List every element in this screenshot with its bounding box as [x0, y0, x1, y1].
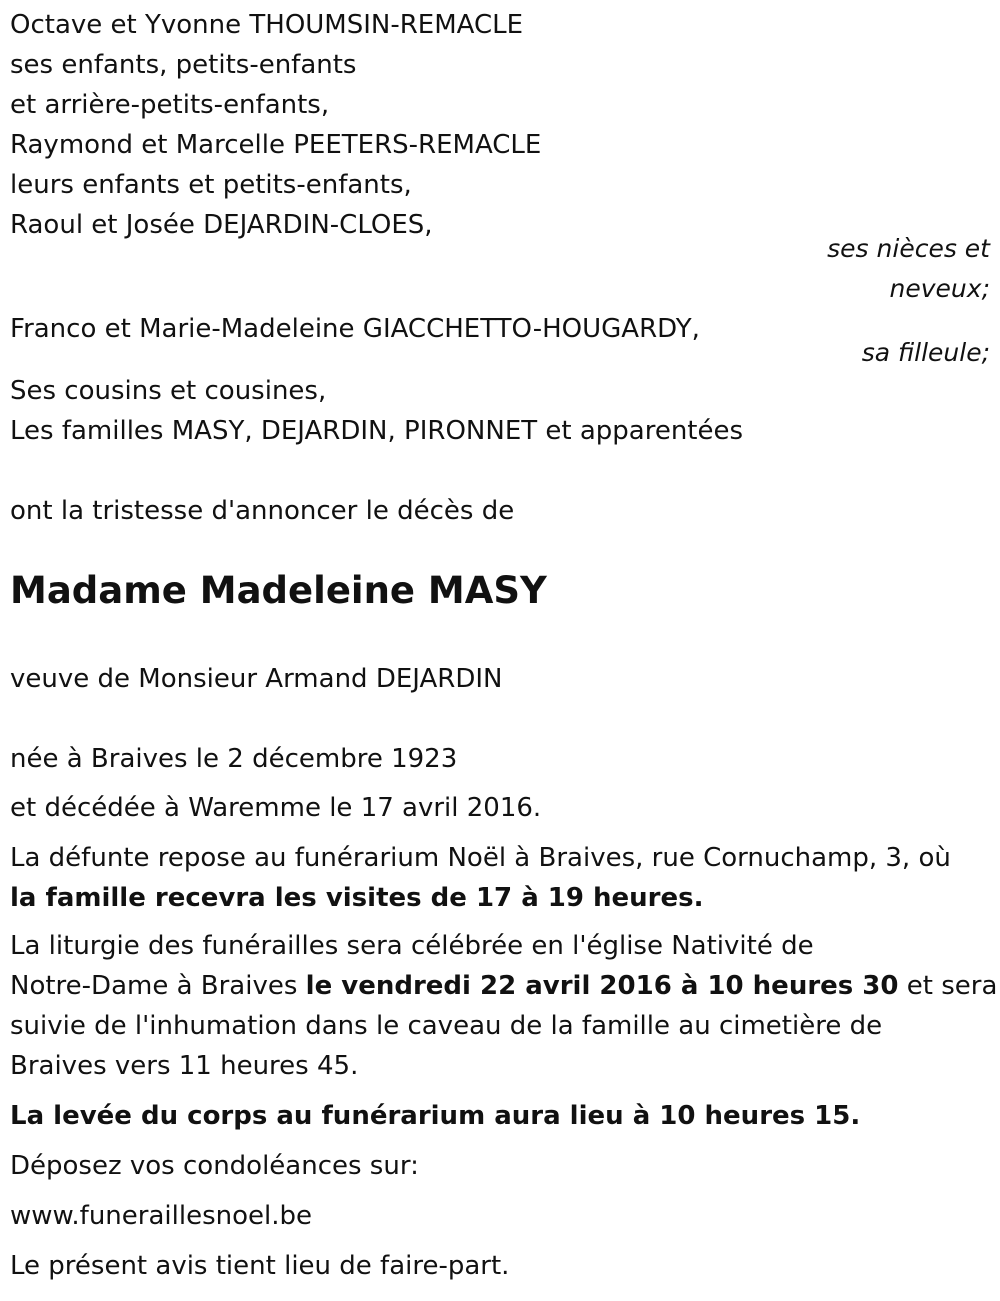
liturgy-line-4: Braives vers 11 heures 45.	[10, 1051, 359, 1081]
family-line-2: ses enfants, petits-enfants	[10, 50, 357, 80]
family-line-4: Raymond et Marcelle PEETERS-REMACLE	[10, 130, 542, 160]
family-line-7: Franco et Marie-Madeleine GIACCHETTO-HOUGARDY,	[10, 314, 700, 344]
levee-du-corps	[10, 1096, 860, 1136]
family-line-1: Octave et Yvonne THOUMSIN-REMACLE	[10, 10, 524, 40]
notice-text: Le présent avis tient lieu de faire-part.	[10, 1251, 510, 1281]
levee-text: La levée du corps au funérarium aura lieu à 10 heures 15.	[10, 1101, 861, 1131]
widow-of: veuve de Monsieur Armand DEJARDIN	[10, 664, 503, 694]
liturgy-line-1: La liturgie des funérailles sera célébrée en l'église Nativité de	[10, 931, 814, 961]
liturgy-line-2-end: et sera	[898, 971, 998, 1001]
family-line-3: et arrière-petits-enfants,	[10, 90, 330, 120]
death-info: et décédée à Waremme le 17 avril 2016.	[10, 793, 542, 823]
visiting-hours: la famille recevra les visites de 17 à 19 heures.	[10, 883, 704, 913]
website-link[interactable]: www.funeraillesnoel.be	[10, 1201, 312, 1231]
deceased-name: Madame Madeleine MASY	[10, 569, 547, 612]
role-nieces-line-2: neveux;	[889, 274, 990, 303]
family-line-9: Les familles MASY, DEJARDIN, PIRONNET et apparentées	[10, 416, 744, 446]
family-line-5: leurs enfants et petits-enfants,	[10, 170, 412, 200]
role-nieces-line-1: ses nièces et	[827, 234, 990, 263]
liturgy-line-2	[10, 966, 997, 1006]
family-line-6: Raoul et Josée DEJARDIN-CLOES,	[10, 210, 433, 240]
liturgy-date: le vendredi 22 avril 2016 à 10 heures 30	[305, 971, 899, 1001]
announcement: ont la tristesse d'annoncer le décès de	[10, 496, 515, 526]
birth-info: née à Braives le 2 décembre 1923	[10, 744, 458, 774]
liturgy-line-3: suivie de l'inhumation dans le caveau de la famille au cimetière de	[10, 1011, 883, 1041]
liturgy-line-2-start: Notre-Dame à Braives	[10, 971, 306, 1001]
condolences-label: Déposez vos condoléances sur:	[10, 1151, 419, 1181]
rest-line-1: La défunte repose au funérarium Noël à Braives, rue Cornuchamp, 3, où	[10, 843, 951, 873]
rest-line-2	[10, 878, 703, 918]
role-goddaughter: sa filleule;	[861, 338, 990, 367]
family-line-8: Ses cousins et cousines,	[10, 376, 327, 406]
